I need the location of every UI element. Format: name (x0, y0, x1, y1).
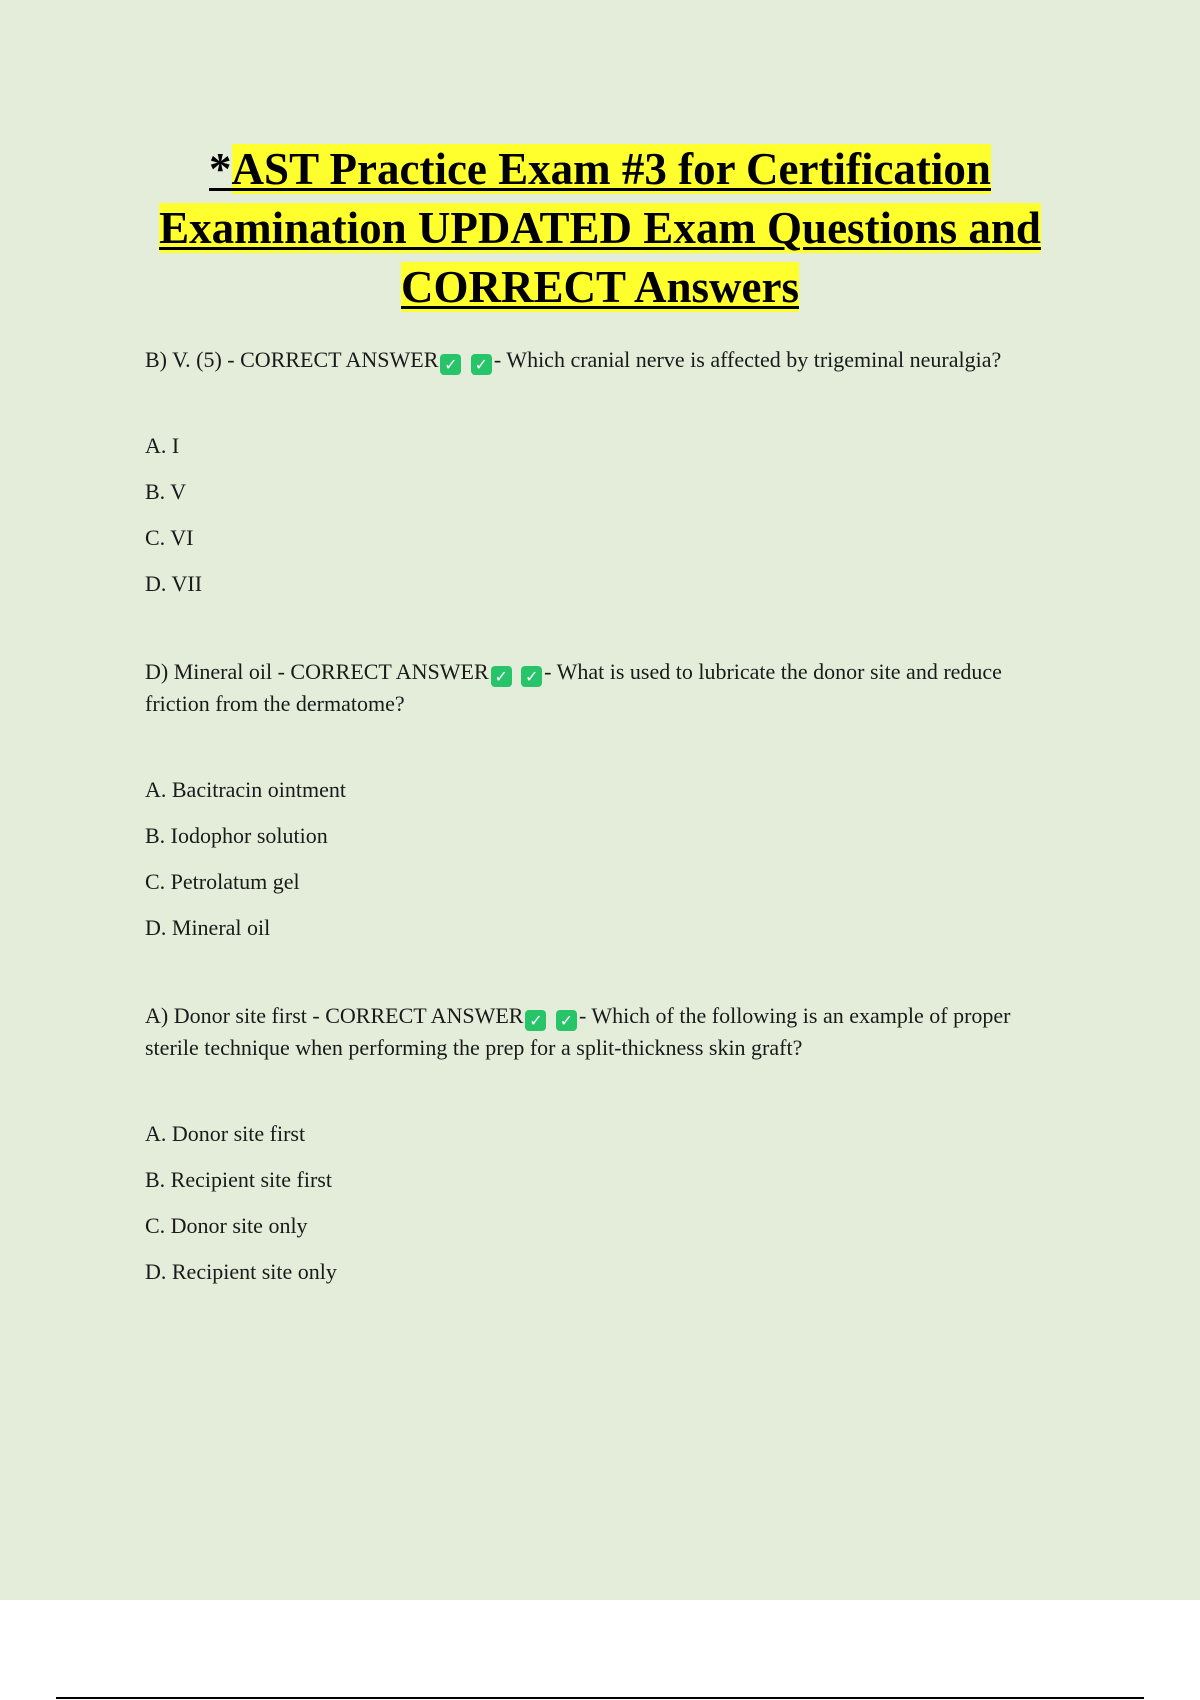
question-text: - Which of the following is an example of proper sterile technique when performing the prep for a split-thickness skin graft? (145, 1003, 1011, 1060)
title-prefix: * (209, 144, 232, 194)
option-item: D. Mineral oil (145, 915, 271, 940)
option-item: A. Donor site first (145, 1121, 306, 1146)
option-item: A. I (145, 433, 180, 458)
option-item: C. VI (145, 525, 194, 550)
option-item: B. V (145, 479, 187, 504)
question-block (145, 1000, 1045, 1284)
document-title (100, 140, 1100, 317)
check-box-icon: ✓ (471, 354, 492, 375)
correct-answer-label: A) Donor site first - CORRECT ANSWER (145, 1003, 524, 1028)
check-box-icon: ✓ (440, 354, 461, 375)
check-box-icon: ✓ (556, 1010, 577, 1031)
option-item: D. Recipient site only (145, 1259, 337, 1284)
option-item: A. Bacitracin ointment (145, 777, 346, 802)
question-block (145, 344, 1045, 596)
question-line (145, 656, 1045, 720)
option-item: C. Petrolatum gel (145, 869, 300, 894)
answer-options (145, 1122, 1045, 1284)
option-item: C. Donor site only (145, 1213, 308, 1238)
check-box-icon: ✓ (521, 666, 542, 687)
correct-answer-label: D) Mineral oil - CORRECT ANSWER (145, 659, 489, 684)
option-item: B. Iodophor solution (145, 823, 328, 848)
title-text: AST Practice Exam #3 for Certification Examination UPDATED Exam Questions and CORRECT Answers (159, 144, 1041, 312)
question-line (145, 1000, 1045, 1064)
question-text: - What is used to lubricate the donor site and reduce friction from the dermatome? (145, 659, 1002, 716)
answer-options (145, 778, 1045, 940)
check-box-icon: ✓ (491, 666, 512, 687)
question-block (145, 656, 1045, 940)
question-text: - Which cranial nerve is affected by trigeminal neuralgia? (493, 347, 1002, 372)
questions-list (145, 344, 1045, 1344)
option-item: D. VII (145, 571, 203, 596)
option-item: B. Recipient site first (145, 1167, 332, 1192)
question-line (145, 344, 1045, 376)
answer-options (145, 434, 1045, 596)
footer-divider (56, 1697, 1144, 1699)
correct-answer-label: B) V. (5) - CORRECT ANSWER (145, 347, 439, 372)
check-box-icon: ✓ (525, 1010, 546, 1031)
